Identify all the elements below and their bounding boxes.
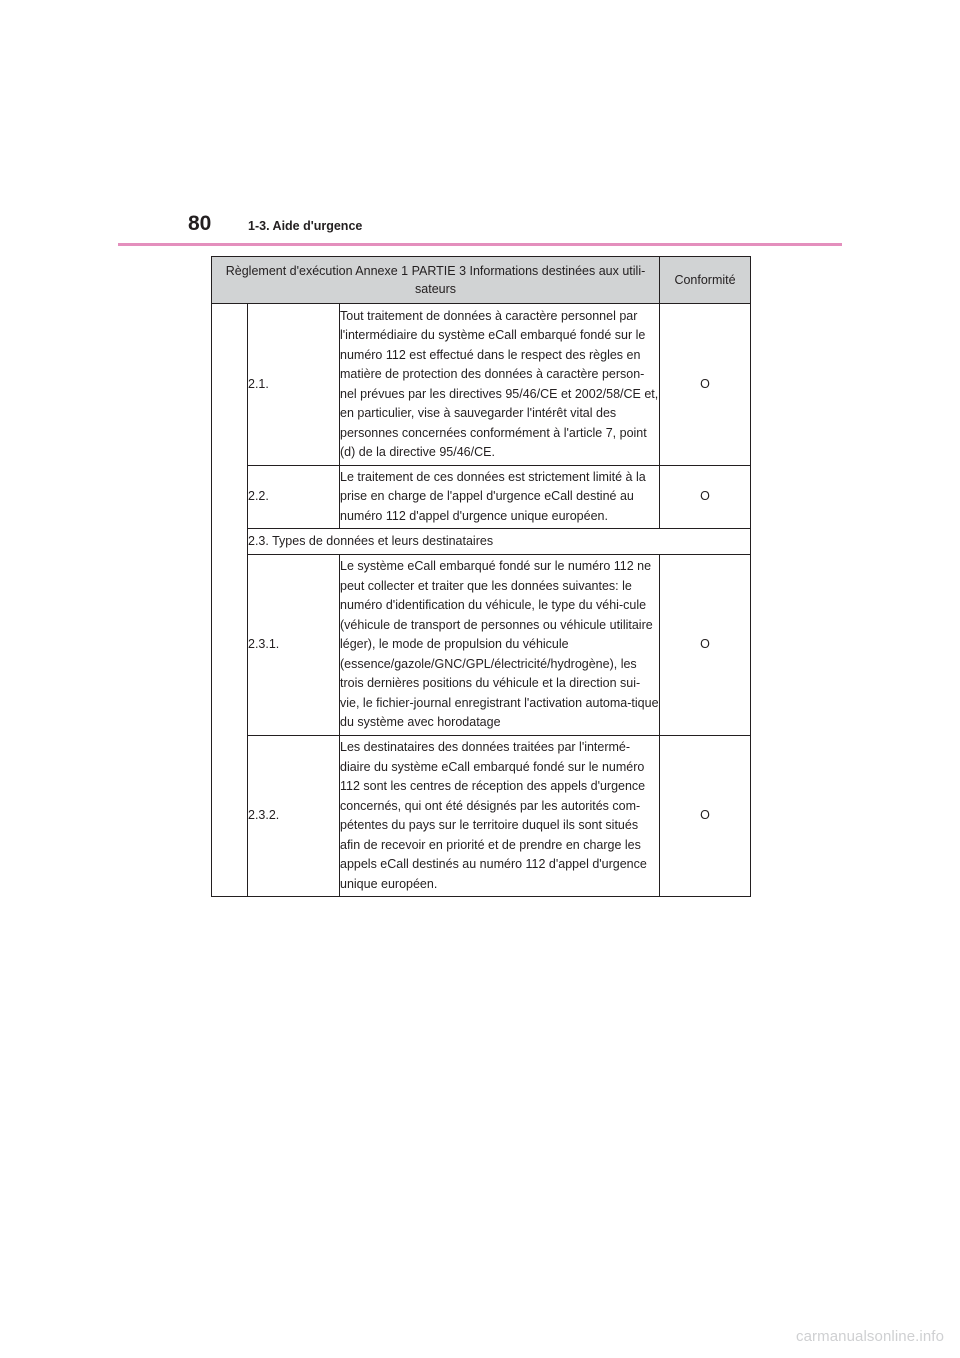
table-section-row xyxy=(212,529,751,555)
section-heading: 2.3. Types de données et leurs destinataires xyxy=(248,529,751,555)
row-text: Tout traitement de données à caractère personnel par l'intermédiaire du système eCall embarqué fondé sur le numéro 112 est effectué dans le respect des règles en matière de protection des données à caractère person-nel prévues par les directives 95/46/CE et 2002/58/CE et, en particulier, vise à sauvegarder l'intérêt vital des personnes concernées conformément à l'article 7, point (d) de la directive 95/46/CE. xyxy=(340,304,660,466)
table-row xyxy=(212,555,751,736)
section-title: 1-3. Aide d'urgence xyxy=(248,219,363,233)
row-text: Les destinataires des données traitées par l'intermé-diaire du système eCall embarqué fondé sur le numéro 112 sont les centres de réception des appels d'urgence concernés, qui ont été désignés par les autorités com-pétentes du pays sur le territoire duquel ils sont situés afin de recevoir en priorité et de prendre en charge les appels eCall destinés au numéro 112 d'appel d'urgence unique européen. xyxy=(340,736,660,897)
row-conformity: O xyxy=(660,304,751,466)
indent-cell xyxy=(212,304,248,897)
row-conformity: O xyxy=(660,555,751,736)
row-number: 2.2. xyxy=(248,466,340,529)
table-row xyxy=(212,736,751,897)
watermark: carmanualsonline.info xyxy=(796,1328,945,1345)
row-number: 2.1. xyxy=(248,304,340,466)
row-conformity: O xyxy=(660,466,751,529)
row-number: 2.3.1. xyxy=(248,555,340,736)
header-divider xyxy=(118,243,842,246)
table-row xyxy=(212,466,751,529)
row-text: Le traitement de ces données est strictement limité à la prise en charge de l'appel d'urgence eCall destiné au numéro 112 d'appel d'urgence unique européen. xyxy=(340,466,660,529)
row-text: Le système eCall embarqué fondé sur le numéro 112 ne peut collecter et traiter que les données suivantes: le numéro d'identification du véhicule, le type du véhi-cule (véhicule de transport de personnes ou véhicule utilitaire léger), le mode de propulsion du véhicule (essence/gazole/GNC/GPL/électricité/hydrogène), les trois dernières positions du véhicule et la direction sui-vie, le fichier-journal enregistrant l'activation automa-tique du système avec horodatage xyxy=(340,555,660,736)
header-regulation: Règlement d'exécution Annexe 1 PARTIE 3 Informations destinées aux utili-sateurs xyxy=(212,257,660,304)
header-conformity: Conformité xyxy=(660,257,751,304)
table-header-row xyxy=(212,257,751,304)
table-row xyxy=(212,304,751,466)
regulation-table xyxy=(211,256,751,897)
row-number: 2.3.2. xyxy=(248,736,340,897)
row-conformity: O xyxy=(660,736,751,897)
page-number: 80 xyxy=(188,212,212,235)
